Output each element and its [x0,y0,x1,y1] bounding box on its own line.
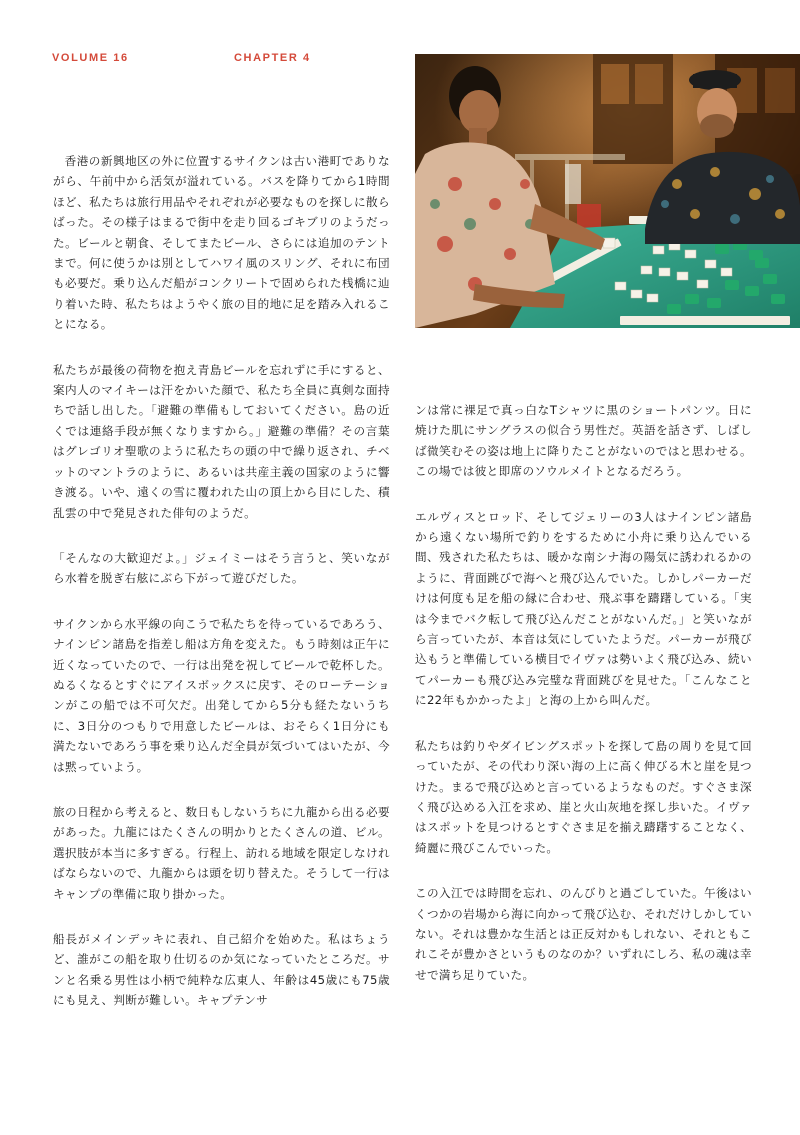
mahjong-photo [415,54,800,328]
paragraph: 私たちが最後の荷物を抱え青島ビールを忘れずに手にすると、案内人のマイキーは汗をかいた顔で、私たち全員に真剣な面持ちで話し出した。「避難の準備もしておいてください。島の近くでは連絡手段が無くなりますから。」避難の準備？その言葉はグレゴリオ聖歌のように私たちの頭の中で繰り返され、チベットのマントラのように、あるいは共産主義の国家のように響き渡る。いや、遠くの雪に覆われた山の頂上から目にした、積乱雲の中で発見された俳句のようだ。 [53,362,390,520]
left-text-column [53,151,390,1036]
paragraph: 「そんなの大歓迎だよ。」ジェイミーはそう言うと、笑いながら水着を脱ぎ右舷にぶら下がって遊びだした。 [53,550,390,586]
volume-label: VOLUME 16 [52,52,129,64]
paragraph: ンは常に裸足で真っ白なTシャツに黒のショートパンツ。日に焼けた肌にサングラスの似合う男性だ。英語を話さず、しばしば微笑むその姿は地上に降りたことがないのではと思わせる。この場では彼と即席のソウルメイトとなるだろう。 [415,403,752,479]
paragraph: サイクンから水平線の向こうで私たちを待っているであろう、ナインピン諸島を指差し船は方角を変えた。もう時刻は正午に近くなっていたので、一行は出発を祝してビールで乾杯した。ぬるくなるとすぐにアイスボックスに戻す、そのローテーションがこの船では不可欠だ。出発してから5分も経たないうちに、3日分のつもりで用意したビールは、おそらく1日分にも満たないであろう事を乗り込んだ全員が気づいてはいたが、今は黙っていよう。 [53,616,390,774]
paragraph: 香港の新興地区の外に位置するサイクンは古い港町でありながら、午前中から活気が溢れている。バスを降りてから1時間ほど、私たちは旅行用品やそれぞれが必要なものを探しに散らばった。その様子はまるで街中を走り回るゴキブリのようだった。ビールと朝食、そしてまたビール、さらには追加のテントまで。何に使うかは別としてハワイ風のスリング、それに布団も必要だ。乗り込んだ船がコンクリートで固められた桟橋に辿り着いた時、私たちはようやく旅の目的地に足を踏み入れることになる。 [53,154,390,332]
paragraph: 船長がメインデッキに表れ、自己紹介を始めた。私はちょうど、誰がこの船を取り仕切るのか気になっていたところだ。サンと名乗る男性は小柄で純粋な広東人、年齢は45歳にも75歳にも見え、判断が難しい。キャプテンサ [53,932,390,1008]
right-text-column [415,400,752,1010]
paragraph: この入江では時間を忘れ、のんびりと過ごしていた。午後はいくつかの岩場から海に向かって飛び込む、それだけしかしていない。それは豊かな生活とは正反対かもしれない、それともこれこそが豊かさというものなのか？いずれにしろ、私の魂は幸せで満ち足りていた。 [415,886,752,982]
paragraph: エルヴィスとロッド、そしてジェリーの3人はナインピン諸島から遠くない場所で釣りをするために小舟に乗り込んでいる間、残された私たちは、暖かな南シナ海の陽気に誘われるかのように、背面跳びで海へと飛び込んでいた。しかしパーカーだけは何度も足を船の縁に合わせ、飛ぶ事を躊躇している。「実は今までバク転して飛び込んだことがないんだ。」と笑いながら言っていたが、本音は気にしていたようだ。パーカーが飛び込もうと準備している横目でイヴァは勢いよく飛び込み、続いてパーカーも飛び込み完璧な背面跳びを見せた。「こんなことに22年もかかったよ」と海の上から叫んだ。 [415,509,752,708]
paragraph: 私たちは釣りやダイビングスポットを探して島の周りを見て回っていたが、その代わり深い海の上に高く伸びる木と崖を見つけた。まるで飛び込めと言っているようなものだ。すぐさま深く飛び込める入江を求め、崖と火山灰地を探し歩いた。イヴァはスポットを見つけるとすぐさま足を揃え躊躇することなく、綺麗に飛びこんでいった。 [415,738,752,855]
chapter-label: CHAPTER 4 [234,52,311,64]
paragraph: 旅の日程から考えると、数日もしないうちに九龍から出る必要があった。九龍にはたくさんの明かりとたくさんの道、ビル。選択肢が本当に多すぎる。行程上、訪れる地域を限定しなければならないので、九龍からは頭を切り替えた。そうして一行はキャンプの準備に取り掛かった。 [53,804,390,901]
